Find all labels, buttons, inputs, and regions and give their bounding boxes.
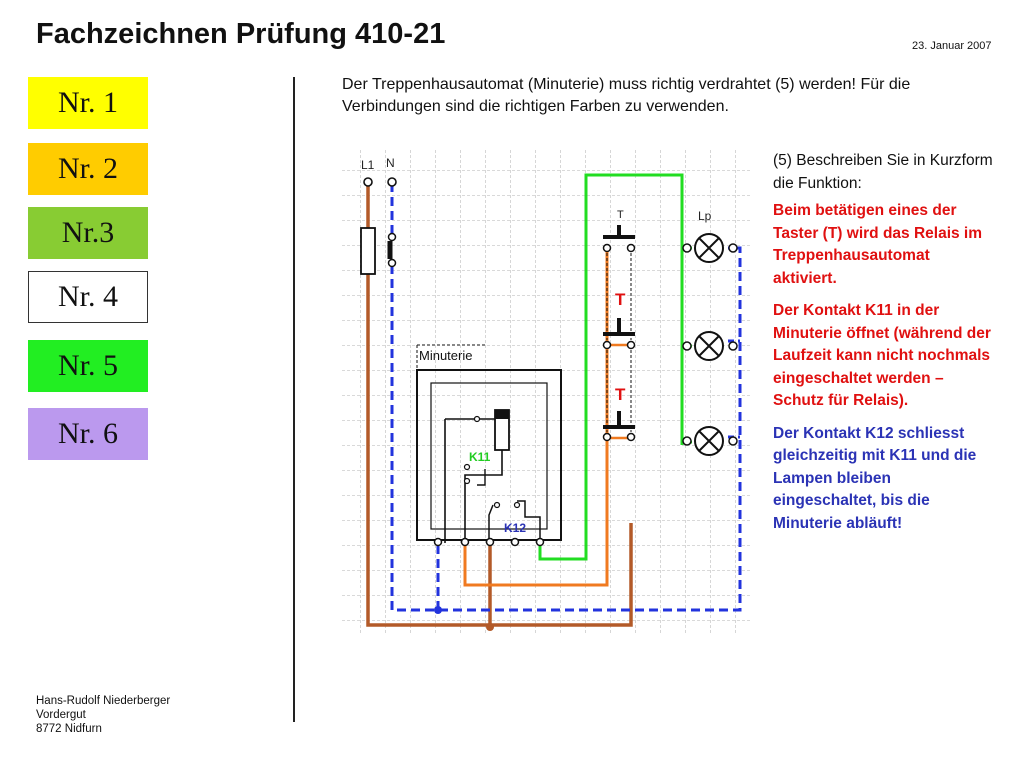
nav-button-nr-1[interactable]: Nr. 1	[28, 77, 148, 129]
contact-k12-a	[495, 503, 500, 508]
label-k11: K11	[469, 450, 491, 464]
minuterie-terminal-4	[512, 539, 519, 546]
nav-button-nr-4[interactable]: Nr. 4	[28, 271, 148, 323]
contact-k12-b	[515, 503, 520, 508]
relay-contact-a	[475, 417, 480, 422]
label-l1: L1	[361, 158, 375, 172]
question-text: (5) Beschreiben Sie in Kurzform die Funktion:	[773, 152, 993, 192]
nav-button-nr-3[interactable]: Nr.3	[28, 207, 148, 259]
neutral-switch-contact-top	[389, 234, 396, 241]
answer-taster: Beim betätigen eines der Taster (T) wird das Relais im Treppenhausautomat aktiviert.	[773, 202, 983, 287]
nav-button-nr-6[interactable]: Nr. 6	[28, 408, 148, 460]
label-minuterie: Minuterie	[419, 348, 473, 363]
page-title: Fachzeichnen Prüfung 410-21	[36, 18, 446, 50]
date-label: 23. Januar 2007	[912, 40, 992, 52]
label-n: N	[386, 156, 395, 170]
junction-neutral	[434, 606, 442, 614]
answer-k11: Der Kontakt K11 in der Minuterie öffnet (während der Laufzeit kann nicht nochmals eingeschaltet werden – Schutz für Relais).	[773, 302, 991, 409]
nav-button-nr-2[interactable]: Nr. 2	[28, 143, 148, 195]
answer-k12: Der Kontakt K12 schliesst gleichzeitig mit K11 und die Lampen bleiben eingeschaltet, bis die Minuterie abläuft!	[773, 424, 977, 532]
neutral-switch-contact-bottom	[389, 260, 396, 267]
grid-background	[340, 150, 750, 635]
label-lp: Lp	[698, 209, 712, 223]
minuterie-terminal-1	[435, 539, 442, 546]
relay-contact-c	[465, 479, 470, 484]
annotation-t-1: T	[615, 290, 626, 309]
author-street: Vordergut	[36, 709, 86, 721]
annotation-t-2: T	[615, 385, 626, 404]
author-city: 8772 Nidfurn	[36, 723, 102, 735]
minuterie-terminal-5	[537, 539, 544, 546]
terminal-n	[388, 178, 396, 186]
terminal-l1	[364, 178, 372, 186]
function-explanation	[773, 150, 993, 535]
fuse-symbol	[361, 228, 375, 274]
nav-button-nr-5[interactable]: Nr. 5	[28, 340, 148, 392]
junction-phase	[486, 623, 494, 631]
wiring-diagram	[335, 145, 755, 640]
minuterie-terminal-2	[462, 539, 469, 546]
minuterie-terminal-3	[487, 539, 494, 546]
author-name: Hans-Rudolf Niederberger	[36, 695, 171, 707]
relay-contact-b	[465, 465, 470, 470]
vertical-divider	[293, 77, 295, 722]
label-t-small: T	[617, 209, 624, 221]
relay-coil-marker	[495, 410, 509, 419]
intro-text: Der Treppenhausautomat (Minuterie) muss richtig verdrahtet (5) werden! Für die Verbindungen sind die richtigen Farben zu verwenden.	[342, 76, 911, 115]
author-footer	[36, 694, 170, 736]
label-k12: K12	[504, 521, 527, 535]
